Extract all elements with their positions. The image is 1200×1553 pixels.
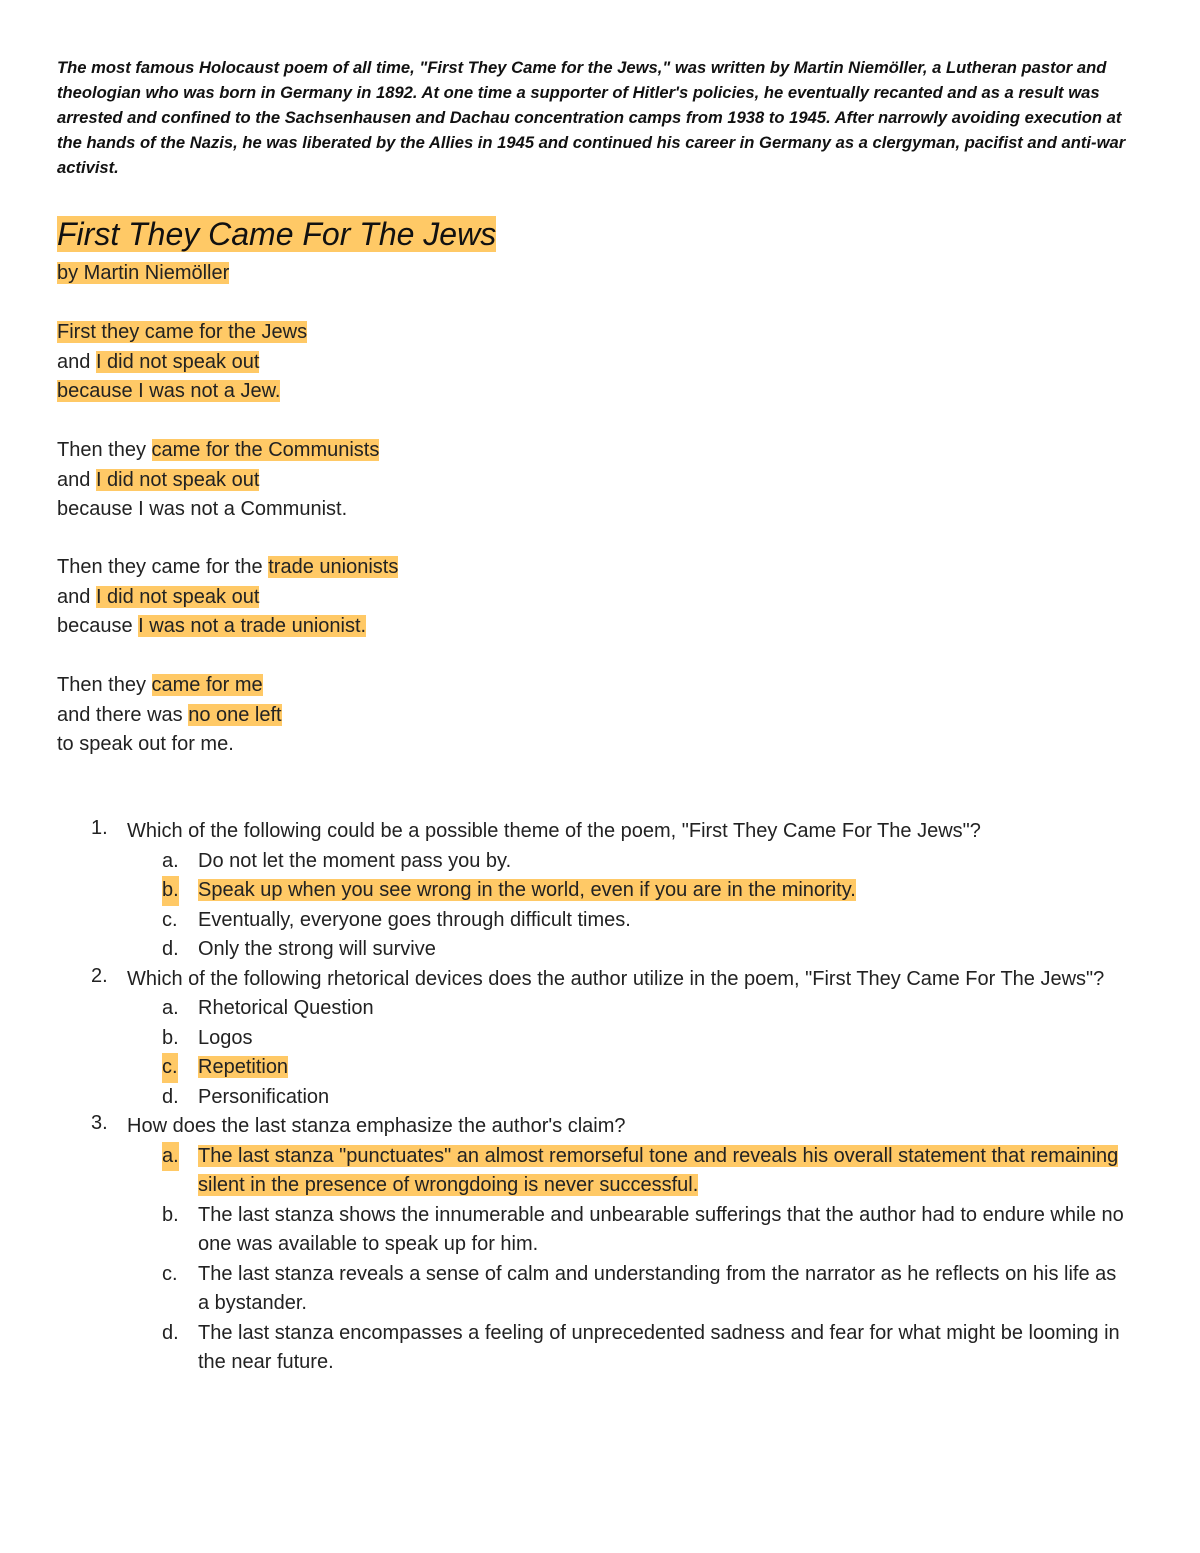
poem-line: to speak out for me.	[57, 733, 234, 755]
intro-paragraph: The most famous Holocaust poem of all time, "First They Came for the Jews," was written by Martin Niemöller, a Lutheran pastor and theologian who was born in Germany in 1892. At one time a supporter of Hitler's policies, he eventually recanted and as a result was arrested and confined to the Sachsenhausen and Dachau concentration camps from 1938 to 1945. After narrowly avoiding execution at the hands of the Nazis, he was liberated by the Allies in 1945 and continued his career in Germany as a clergyman, pacifist and anti-war activist.	[57, 58, 1126, 177]
option-2b: b. Logos	[162, 1026, 253, 1049]
option-3d: d. The last stanza encompasses a feeling of unprecedented sadness and fear for what might be looming in the near future.	[162, 1321, 1120, 1373]
stanza-1	[57, 318, 307, 407]
stanza-3	[57, 553, 398, 642]
question-text: Which of the following could be a possible theme of the poem, "First They Came For The Jews"?	[127, 820, 981, 842]
poem-line: because I was not a Jew.	[57, 380, 281, 402]
option-3a-answer: a. The last stanza "punctuates" an almost remorseful tone and reveals his overall statement that remaining silent in the presence of wrongdoing is never successful.	[0, 1142, 1200, 1201]
option-3c: c. The last stanza reveals a sense of calm and understanding from the narrator as he reflects on his life as a bystander.	[162, 1262, 1117, 1314]
question-number: 2.	[91, 964, 108, 987]
question-text: Which of the following rhetorical devices does the author utilize in the poem, "First They Came For The Jews"?	[127, 967, 1105, 990]
poem-byline-text: by Martin Niemöller	[57, 262, 230, 284]
option-2d: d. Personification	[162, 1085, 330, 1108]
poem-line: because I was not a Communist.	[57, 498, 348, 520]
poem-title	[57, 214, 496, 254]
option-1b-answer: b. Speak up when you see wrong in the world, even if you are in the minority.	[0, 876, 1200, 906]
stanza-2	[57, 436, 379, 525]
poem-line: First they came for the Jews	[57, 321, 308, 343]
question-list	[0, 817, 1200, 1378]
poem-line: because I was not a trade unionist.	[57, 615, 367, 637]
poem-line: Then they came for the Communists	[57, 439, 380, 461]
option-2c-answer: c. Repetition	[0, 1053, 1200, 1083]
poem-line: and I did not speak out	[57, 468, 260, 491]
poem-line: Then they came for me	[57, 674, 263, 696]
option-3b: b. The last stanza shows the innumerable and unbearable sufferings that the author had to endure while no one was available to speak up for him.	[162, 1203, 1124, 1255]
poem-line: and I did not speak out	[57, 350, 260, 373]
question-2	[0, 965, 1200, 995]
poem-title-text: First They Came For The Jews	[57, 216, 497, 252]
poem-byline	[57, 258, 229, 288]
question-number: 1.	[91, 817, 108, 839]
stanza-4	[57, 671, 282, 760]
poem-line: and there was no one left	[57, 703, 282, 726]
poem-line: and I did not speak out	[57, 585, 260, 608]
question-3	[0, 1112, 1200, 1142]
poem-line: Then they came for the trade unionists	[57, 556, 399, 578]
option-2a: a. Rhetorical Question	[162, 997, 374, 1019]
option-1a: a. Do not let the moment pass you by.	[162, 849, 512, 872]
option-1d: d. Only the strong will survive	[162, 938, 436, 960]
option-1c: c. Eventually, everyone goes through difficult times.	[162, 908, 631, 931]
question-number: 3.	[91, 1112, 108, 1134]
question-text: How does the last stanza emphasize the author's claim?	[127, 1115, 626, 1137]
question-1	[0, 817, 1200, 847]
